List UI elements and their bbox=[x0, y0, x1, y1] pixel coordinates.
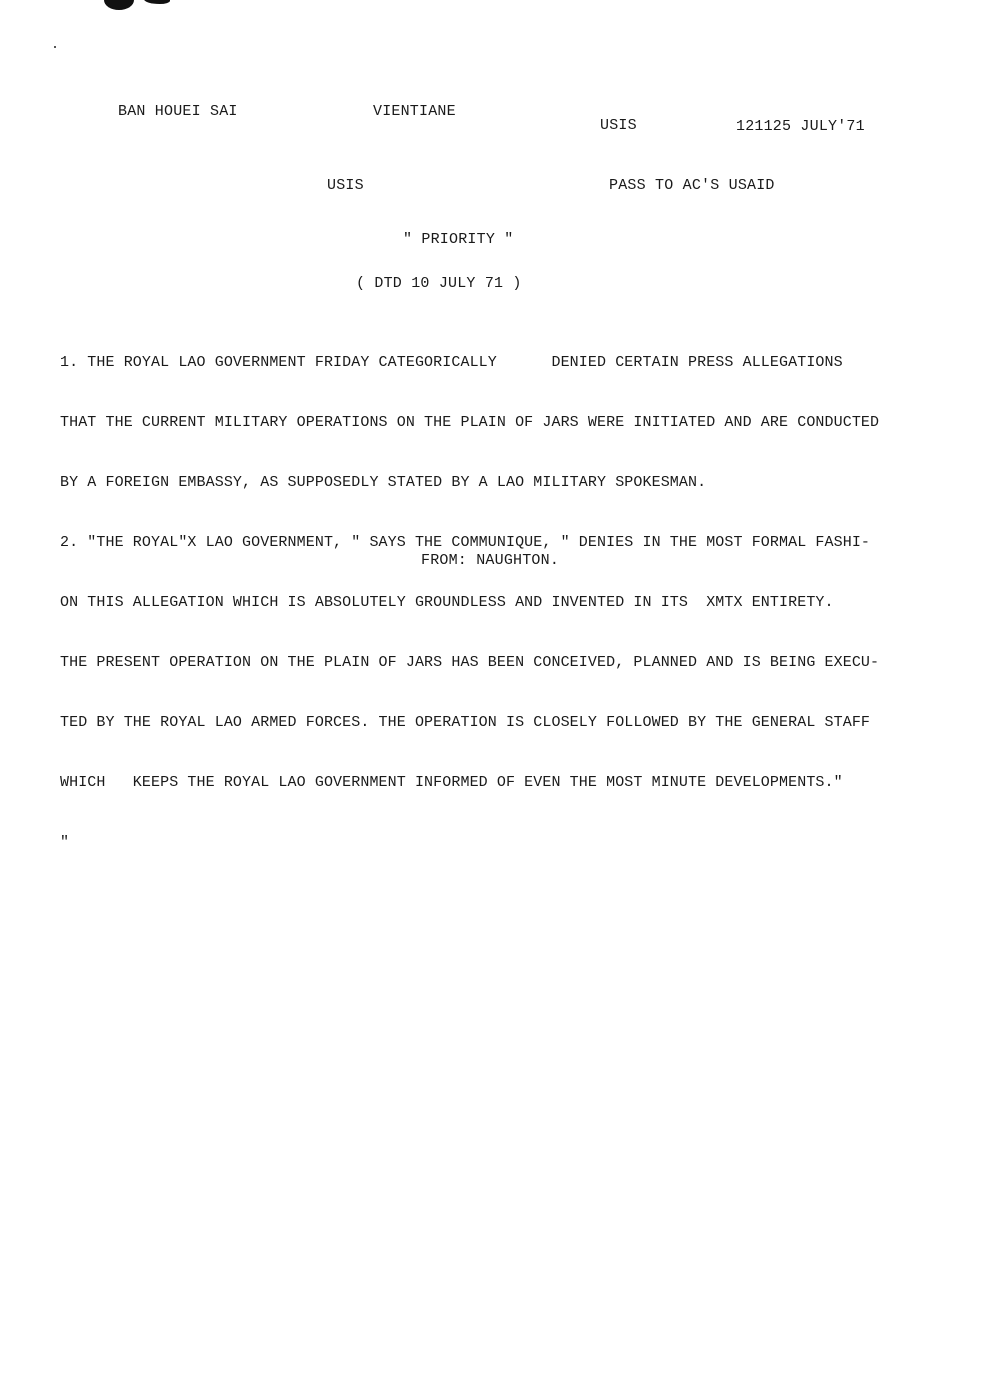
body-line: ON THIS ALLEGATION WHICH IS ABSOLUTELY GROUNDLESS AND INVENTED IN ITS XMTX ENTIRETY. bbox=[60, 594, 834, 611]
message-body bbox=[60, 313, 950, 873]
speck bbox=[54, 46, 56, 48]
precedence: " PRIORITY " bbox=[403, 231, 514, 248]
agency-1: USIS bbox=[600, 117, 637, 134]
body-line: THE PRESENT OPERATION ON THE PLAIN OF JARS HAS BEEN CONCEIVED, PLANNED AND IS BEING EXECU- bbox=[60, 654, 880, 671]
signature: FROM: NAUGHTON. bbox=[421, 552, 560, 569]
body-line: THAT THE CURRENT MILITARY OPERATIONS ON THE PLAIN OF JARS WERE INITIATED AND ARE CONDUCTED bbox=[60, 414, 880, 431]
body-line: 2. "THE ROYAL"X LAO GOVERNMENT, " SAYS THE COMMUNIQUE, " DENIES IN THE MOST FORMAL FASHI- bbox=[60, 534, 871, 551]
body-line: BY A FOREIGN EMBASSY, AS SUPPOSEDLY STATED BY A LAO MILITARY SPOKESMAN. bbox=[60, 474, 707, 491]
body-line: TED BY THE ROYAL LAO ARMED FORCES. THE OPERATION IS CLOSELY FOLLOWED BY THE GENERAL STAFF bbox=[60, 714, 871, 731]
ink-smudge bbox=[104, 0, 134, 10]
agency-2: USIS bbox=[327, 177, 364, 194]
from-station: BAN HOUEI SAI bbox=[118, 103, 238, 120]
pass-to: PASS TO AC'S USAID bbox=[609, 177, 775, 194]
body-line: 1. THE ROYAL LAO GOVERNMENT FRIDAY CATEGORICALLY DENIED CERTAIN PRESS ALLEGATIONS bbox=[60, 354, 843, 371]
date-time-group: 121125 JULY'71 bbox=[736, 118, 865, 135]
body-line: " bbox=[60, 834, 70, 851]
body-line: WHICH KEEPS THE ROYAL LAO GOVERNMENT INFORMED OF EVEN THE MOST MINUTE DEVELOPMENTS." bbox=[60, 774, 843, 791]
to-station: VIENTIANE bbox=[373, 103, 456, 120]
dated: ( DTD 10 JULY 71 ) bbox=[356, 275, 522, 292]
ink-smudge-small bbox=[144, 0, 170, 4]
